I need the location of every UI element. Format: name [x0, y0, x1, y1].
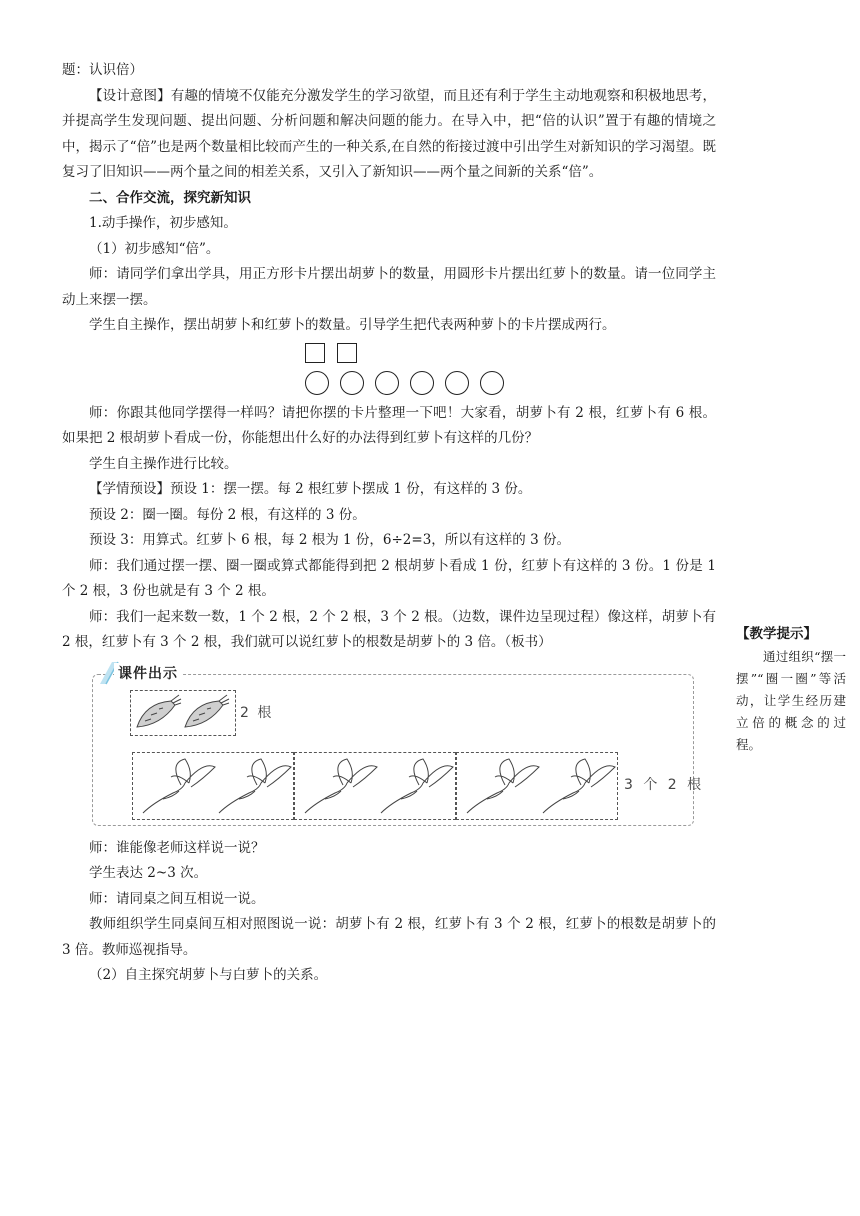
courseware-title: 课件出示: [114, 663, 182, 683]
main-content: [62, 58, 716, 989]
circle-card-row: [305, 371, 504, 395]
carrot-group: [130, 690, 236, 736]
radish-group: [132, 752, 294, 820]
courseware-panel: [62, 660, 716, 830]
paragraph: （2）自主探究胡萝卜与白萝卜的关系。: [89, 967, 328, 983]
paragraph: 预设 2：圈一圈。每份 2 根，有这样的 3 份。: [89, 506, 366, 523]
radish-group: [294, 752, 456, 820]
paragraph: 师：我们通过摆一摆、圈一圈或算式都能得到把 2 根胡萝卜看成 1 份，红萝卜有这样的 3 份。1 份是 1 个 2 根，3 份也就是有 3 个 2 根。: [62, 557, 716, 599]
teaching-tip-text: 通过组织“摆一摆”“圈一圈”等活动，让学生经历建立倍的概念的过程。: [736, 649, 846, 752]
radish-icon: [305, 759, 377, 813]
paragraph: 学生自主操作进行比较。: [89, 455, 238, 472]
paragraph: 学生自主操作，摆出胡萝卜和红萝卜的数量。引导学生把代表两种萝卜的卡片摆成两行。: [89, 317, 616, 333]
section-heading: 二、合作交流，探究新知识: [89, 189, 251, 206]
circle-card: [480, 371, 504, 395]
paragraph: 【学情预设】预设 1：摆一摆。每 2 根红萝卜摆成 1 份，有这样的 3 份。: [89, 481, 532, 497]
radish-icon: [467, 759, 539, 813]
paragraph: 师：你跟其他同学摆得一样吗？请把你摆的卡片整理一下吧！大家看，胡萝卜有 2 根，红萝卜有 6 根。如果把 2 根胡萝卜看成一份，你能想出什么好的办法得到红萝卜有这样的几份？: [62, 404, 716, 446]
square-card: [337, 343, 357, 363]
paragraph: 学生表达 2~3 次。: [89, 865, 208, 881]
carrot-count-label: 2 根: [240, 704, 274, 721]
circle-card: [410, 371, 434, 395]
circle-card: [340, 371, 364, 395]
radish-icon: [381, 759, 453, 813]
carrot-icon: [137, 695, 181, 727]
paragraph: 预设 3：用算式。红萝卜 6 根，每 2 根为 1 份，6÷2=3，所以有这样的 3 份。: [89, 532, 570, 548]
square-card-row: [305, 343, 357, 363]
radish-icon: [543, 759, 615, 813]
circle-card: [305, 371, 329, 395]
radish-group: [456, 752, 618, 820]
radish-icon: [143, 759, 215, 813]
paragraph: （1）初步感知“倍”。: [89, 240, 220, 257]
paragraph: 题：认识倍）: [62, 62, 143, 78]
paragraph: 教师组织学生同桌间互相对照图说一说：胡萝卜有 2 根，红萝卜有 3 个 2 根，红萝卜的根数是胡萝卜的 3 倍。教师巡视指导。: [62, 916, 716, 958]
circle-card: [445, 371, 469, 395]
circle-card: [375, 371, 399, 395]
paragraph: 师：我们一起来数一数，1 个 2 根，2 个 2 根，3 个 2 根。（边数，课件边呈现过程）像这样，胡萝卜有 2 根，红萝卜有 3 个 2 根，我们就可以说红萝卜的根数是胡萝卜的 3 倍。（板书）: [62, 608, 716, 650]
design-intent-paragraph: 【设计意图】有趣的情境不仅能充分激发学生的学习欲望，而且还有利于学生主动地观察和积极地思考，并提高学生发现问题、提出问题、分析问题和解决问题的能力。在导入中，把“倍的认识”置于有趣的情境之中，揭示了“倍”也是两个数量相比较而产生的一种关系,在自然的衔接过渡中引出学生对新知识的学习渴望。既复习了旧知识——两个量之间的相差关系，又引入了新知识——两个量之间新的关系“倍”。: [62, 87, 716, 180]
carrot-icon: [185, 695, 229, 727]
square-card: [305, 343, 325, 363]
paragraph: 1.动手操作，初步感知。: [89, 215, 237, 231]
radish-count-label: 3 个 2 根: [624, 776, 705, 793]
card-arrangement: [62, 339, 716, 401]
teaching-tip-title: 【教学提示】: [736, 626, 817, 642]
teaching-tip-sidebar: [736, 622, 846, 756]
paragraph: 师：请同学们拿出学具，用正方形卡片摆出胡萝卜的数量，用圆形卡片摆出红萝卜的数量。请一位同学主动上来摆一摆。: [62, 266, 716, 308]
radish-icon: [219, 759, 291, 813]
paragraph: 师：谁能像老师这样说一说？: [89, 839, 265, 856]
paragraph: 师：请同桌之间互相说一说。: [89, 890, 265, 907]
